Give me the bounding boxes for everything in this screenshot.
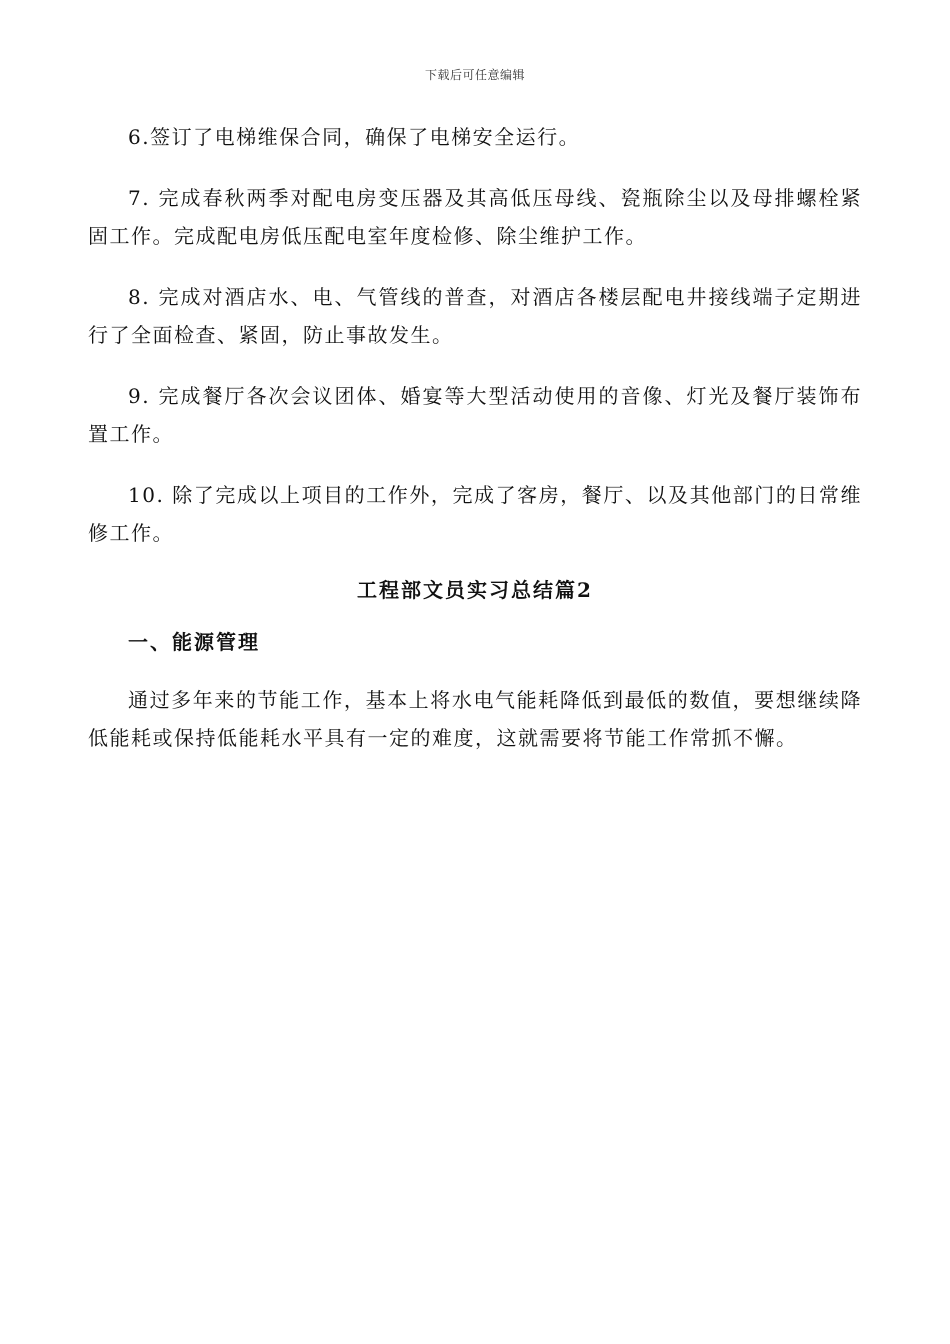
document-body: [88, 118, 862, 780]
section-body-paragraph: 通过多年来的节能工作，基本上将水电气能耗降低到最低的数值，要想继续降低能耗或保持低能耗水平具有一定的难度，这就需要将节能工作常抓不懈。: [88, 688, 862, 750]
paragraph-item-6: 6.签订了电梯维保合同，确保了电梯安全运行。: [128, 125, 581, 149]
paragraph-item-10: 10. 除了完成以上项目的工作外，完成了客房，餐厅、以及其他部门的日常维修工作。: [88, 483, 862, 545]
section-subheading: 一、能源管理: [128, 630, 260, 654]
page-header-note: 下载后可任意编辑: [424, 68, 525, 82]
paragraph-item-7: 7. 完成春秋两季对配电房变压器及其高低压母线、瓷瓶除尘以及母排螺栓紧固工作。完成配电房低压配电室年度检修、除尘维护工作。: [88, 186, 862, 248]
paragraph-item-8: 8. 完成对酒店水、电、气管线的普查，对酒店各楼层配电井接线端子定期进行了全面检查、紧固，防止事故发生。: [88, 285, 862, 347]
paragraph-item-9: 9. 完成餐厅各次会议团体、婚宴等大型活动使用的音像、灯光及餐厅装饰布置工作。: [88, 384, 862, 446]
section-title: 工程部文员实习总结篇2: [357, 578, 593, 602]
